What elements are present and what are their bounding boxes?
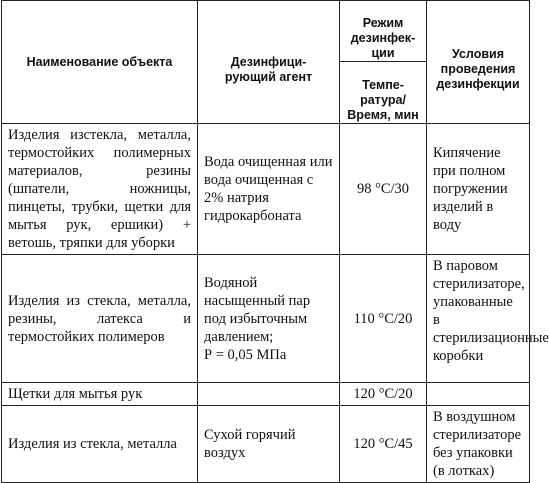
row-object: Изделия из стекла, металла, резины, латекса и термостойких полимеров <box>2 255 198 383</box>
table-row <box>2 255 530 383</box>
header-temp-time <box>340 62 427 124</box>
row-conditions <box>427 383 530 406</box>
header-conditions-text: Условия проведения дезинфекции <box>436 47 520 91</box>
row-conditions: В воздушном стерилизаторе без упаковки (в лотках) <box>427 406 530 483</box>
header-object-name-text: Наименование объекта <box>26 54 173 69</box>
header-agent <box>198 1 340 124</box>
row-agent: Водяной насыщенный пар под избыточным давлением; Р = 0,05 МПа <box>198 255 340 383</box>
row-agent <box>198 383 340 406</box>
row-temp-time: 110 °С/20 <box>340 255 427 383</box>
header-regime <box>340 1 427 62</box>
row-agent: Вода очищенная или вода очищенная с 2% натрия гидрокарбоната <box>198 124 340 255</box>
header-object-name <box>2 1 198 124</box>
row-temp-time: 98 °С/30 <box>340 124 427 255</box>
disinfection-table <box>1 0 549 483</box>
row-object: Изделия из стекла, металла <box>2 406 198 483</box>
header-row-top <box>2 1 530 62</box>
row-conditions: Кипячение при полном погружении изделий в воду <box>427 124 530 255</box>
table-row <box>2 383 530 406</box>
header-temp-time-text: Темпе- ратура/ Время, мин <box>347 77 419 122</box>
row-object: Щетки для мытья рук <box>2 383 198 406</box>
row-agent: Сухой горячий воздух <box>198 406 340 483</box>
table-row <box>2 124 530 255</box>
header-regime-text: Режим дезинфек- ции <box>350 16 416 60</box>
row-temp-time: 120 °С/20 <box>340 383 427 406</box>
row-object: Изделия изстекла, металла, термостойких полимерных материалов, резины (шпатели, ножницы, пинцеты, трубки, щетки для мытья рук, ершики) + ветошь, тряпки для уборки <box>2 124 198 255</box>
header-agent-text: Дезинфици- рующий агент <box>224 54 313 84</box>
table-row <box>2 406 530 483</box>
row-conditions: В паровом стерилизаторе, упакованные в стерилизационные коробки <box>427 255 530 383</box>
header-conditions <box>427 1 530 124</box>
row-temp-time: 120 °С/45 <box>340 406 427 483</box>
